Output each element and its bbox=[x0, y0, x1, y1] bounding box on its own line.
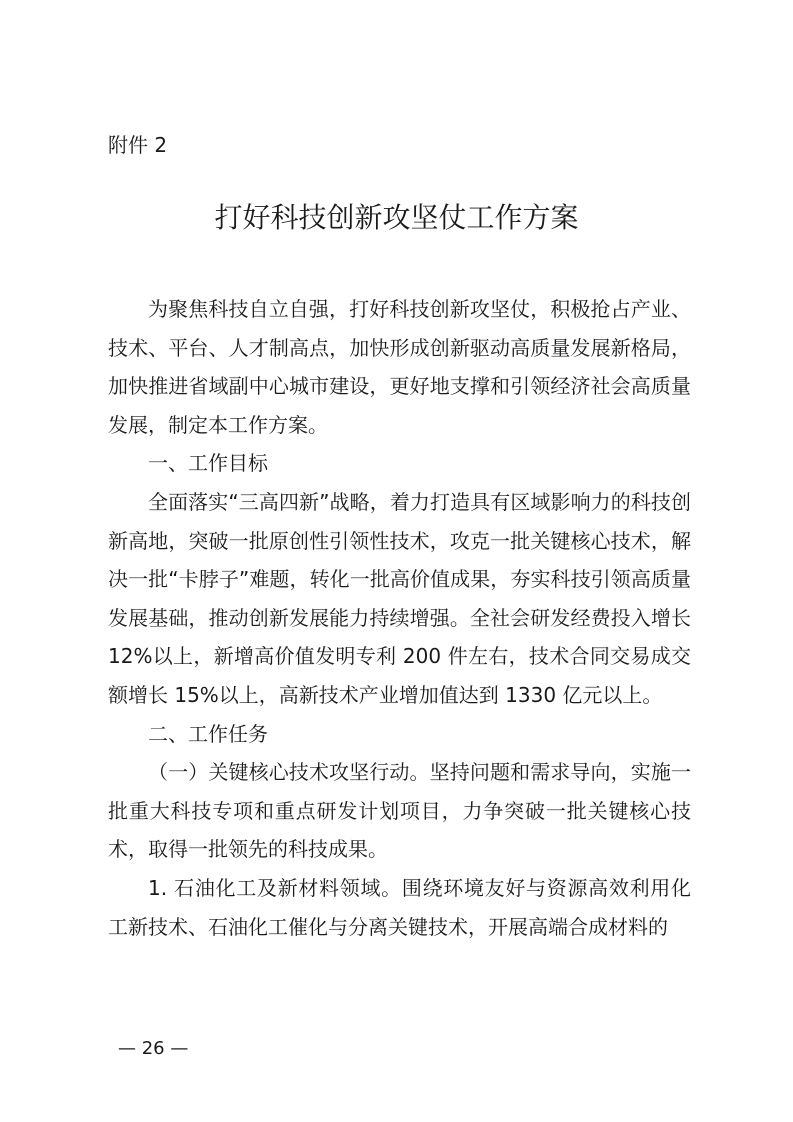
section-heading-tasks: 二、工作任务 bbox=[148, 721, 268, 746]
intro-paragraph: 为聚焦科技自立自强，打好科技创新攻坚仗，积极抢占产业、技术、平台、人才制高点，加快形成创新驱动高质量发展新格局，加快推进省域副中心城市建设，更好地支撑和引领经济社会高质量发展，制定本工作方案。 bbox=[108, 297, 691, 437]
page-number: — 26 — bbox=[118, 1038, 189, 1059]
section-heading-goals: 一、工作目标 bbox=[148, 451, 268, 476]
document-title: 打好科技创新攻坚仗工作方案 bbox=[214, 201, 579, 234]
document-body bbox=[108, 290, 691, 946]
task-1-1-paragraph: 1. 石油化工及新材料领域。围绕环境友好与资源高效利用化工新技术、石油化工催化与分离关键技术，开展高端合成材料的 bbox=[108, 875, 691, 939]
task-1-paragraph: （一）关键核心技术攻坚行动。坚持问题和需求导向，实施一批重大科技专项和重点研发计划项目，力争突破一批关键核心技术，取得一批领先的科技成果。 bbox=[108, 760, 691, 862]
goals-paragraph: 全面落实“三高四新”战略，着力打造具有区域影响力的科技创新高地，突破一批原创性引领性技术，攻克一批关键核心技术，解决一批“卡脖子”难题，转化一批高价值成果，夯实科技引领高质量发展基础，推动创新发展能力持续增强。全社会研发经费投入增长 12%以上，新增高价值发明专利 200 件左右，技术合同交易成交额增长 15%以上，高新技术产业增加值达到 1330 亿元以上。 bbox=[108, 489, 691, 707]
attachment-label: 附件 2 bbox=[108, 133, 168, 157]
